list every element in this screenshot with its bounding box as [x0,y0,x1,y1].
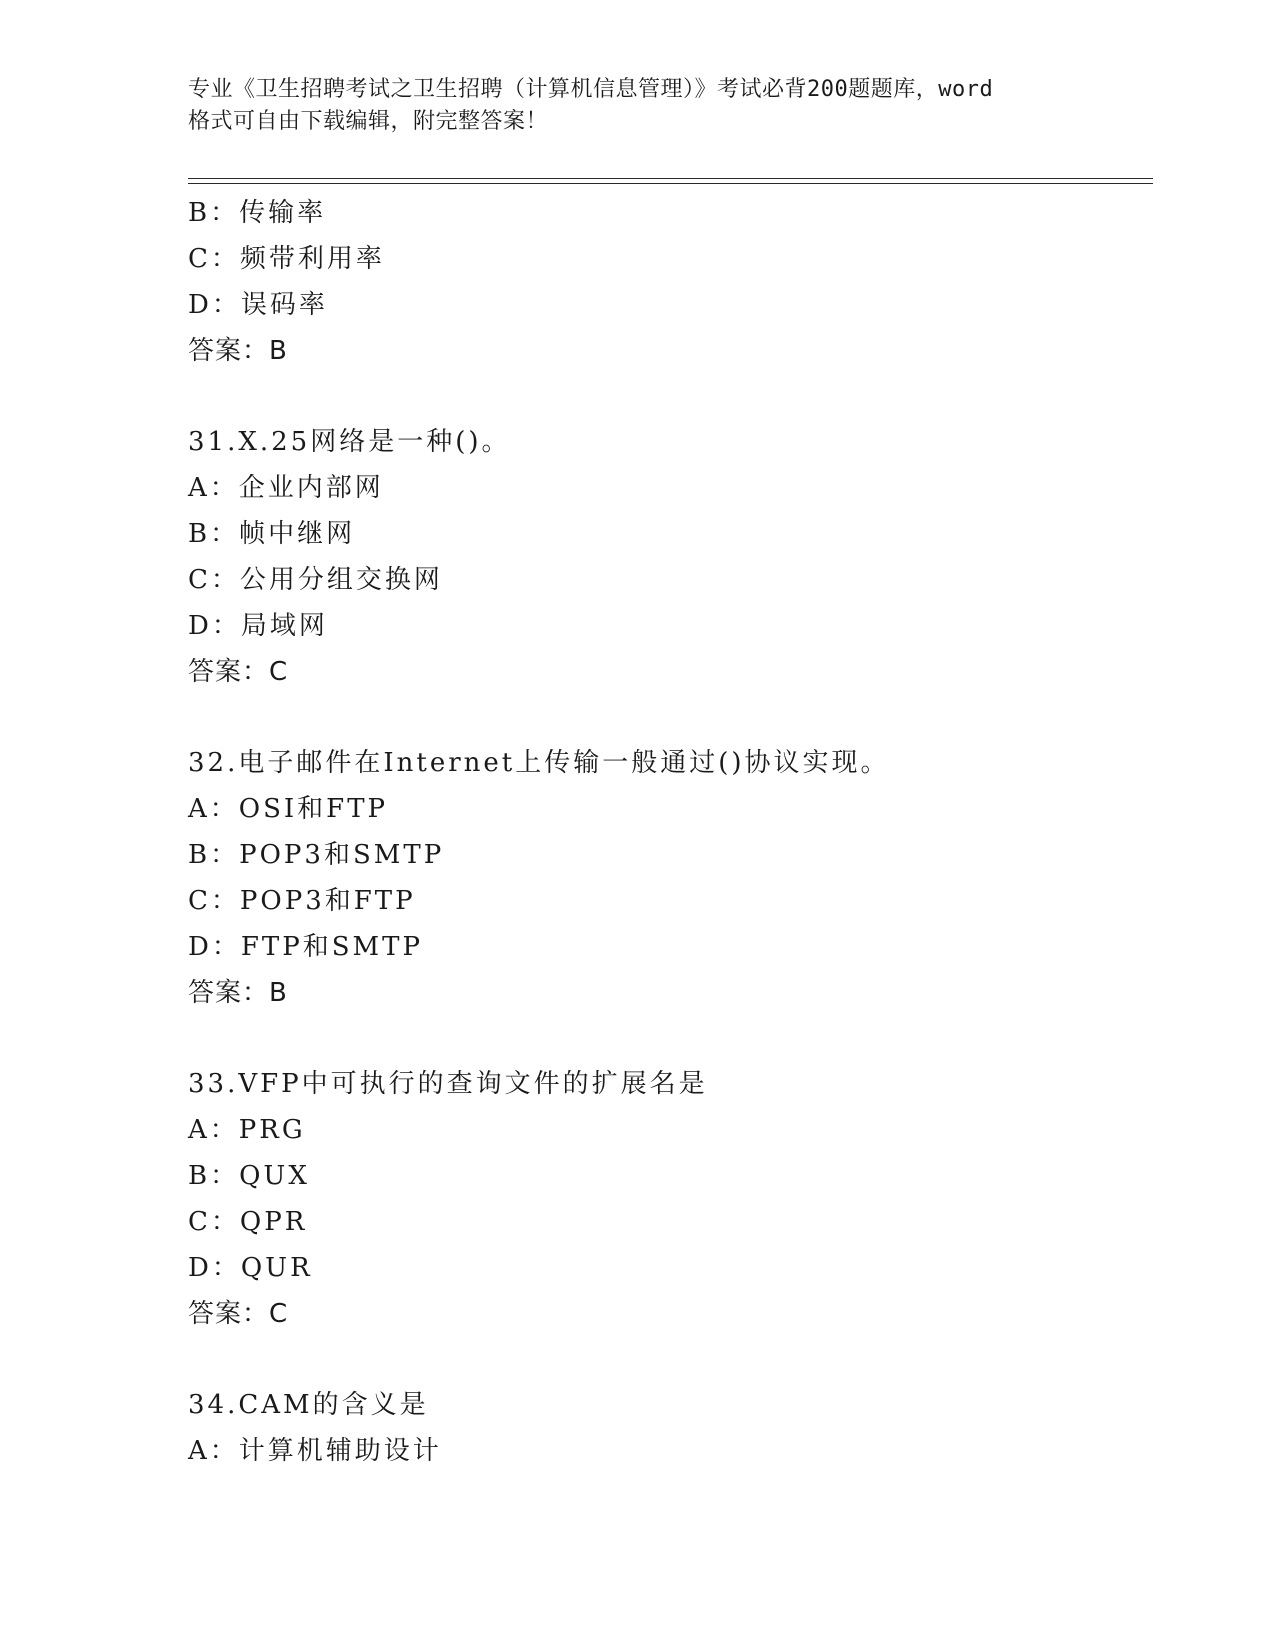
document-header [188,74,1088,138]
header-line-2: 格式可自由下载编辑，附完整答案！ [188,109,549,134]
answer-line: 答案：B [188,336,288,366]
option-c: C：QPR [188,1207,308,1237]
option-a: A：计算机辅助设计 [188,1436,442,1466]
header-line-1: 专业《卫生招聘考试之卫生招聘（计算机信息管理）》考试必背200题题库，word [188,77,994,102]
option-c: C：POP3和FTP [188,886,416,916]
answer-line: 答案：C [188,1299,289,1329]
option-d: D：QUR [188,1253,313,1283]
question-text: 31.X.25网络是一种()。 [188,427,511,457]
option-b: B：传输率 [188,198,327,228]
question-block [188,1382,1148,1474]
option-d: D：误码率 [188,290,328,320]
question-block [188,419,1148,695]
question-text: 33.VFP中可执行的查询文件的扩展名是 [188,1069,708,1099]
question-block [188,740,1148,1016]
option-c: C：频带利用率 [188,244,385,274]
header-divider-bottom [188,183,1153,184]
answer-line: 答案：B [188,978,288,1008]
option-c: C：公用分组交换网 [188,565,443,595]
option-b: B：POP3和SMTP [188,840,445,870]
answer-line: 答案：C [188,657,289,687]
option-a: A：OSI和FTP [188,794,389,824]
question-block [188,1061,1148,1337]
option-d: D：FTP和SMTP [188,932,423,962]
header-divider-top [188,178,1153,179]
option-a: A：PRG [188,1115,306,1145]
question-list [188,190,1148,1474]
option-a: A：企业内部网 [188,473,384,503]
option-d: D：局域网 [188,611,328,641]
question-block [188,190,1148,374]
question-text: 34.CAM的含义是 [188,1390,429,1420]
question-text: 32.电子邮件在Internet上传输一般通过()协议实现。 [188,748,890,778]
option-b: B：QUX [188,1161,310,1191]
option-b: B：帧中继网 [188,519,356,549]
